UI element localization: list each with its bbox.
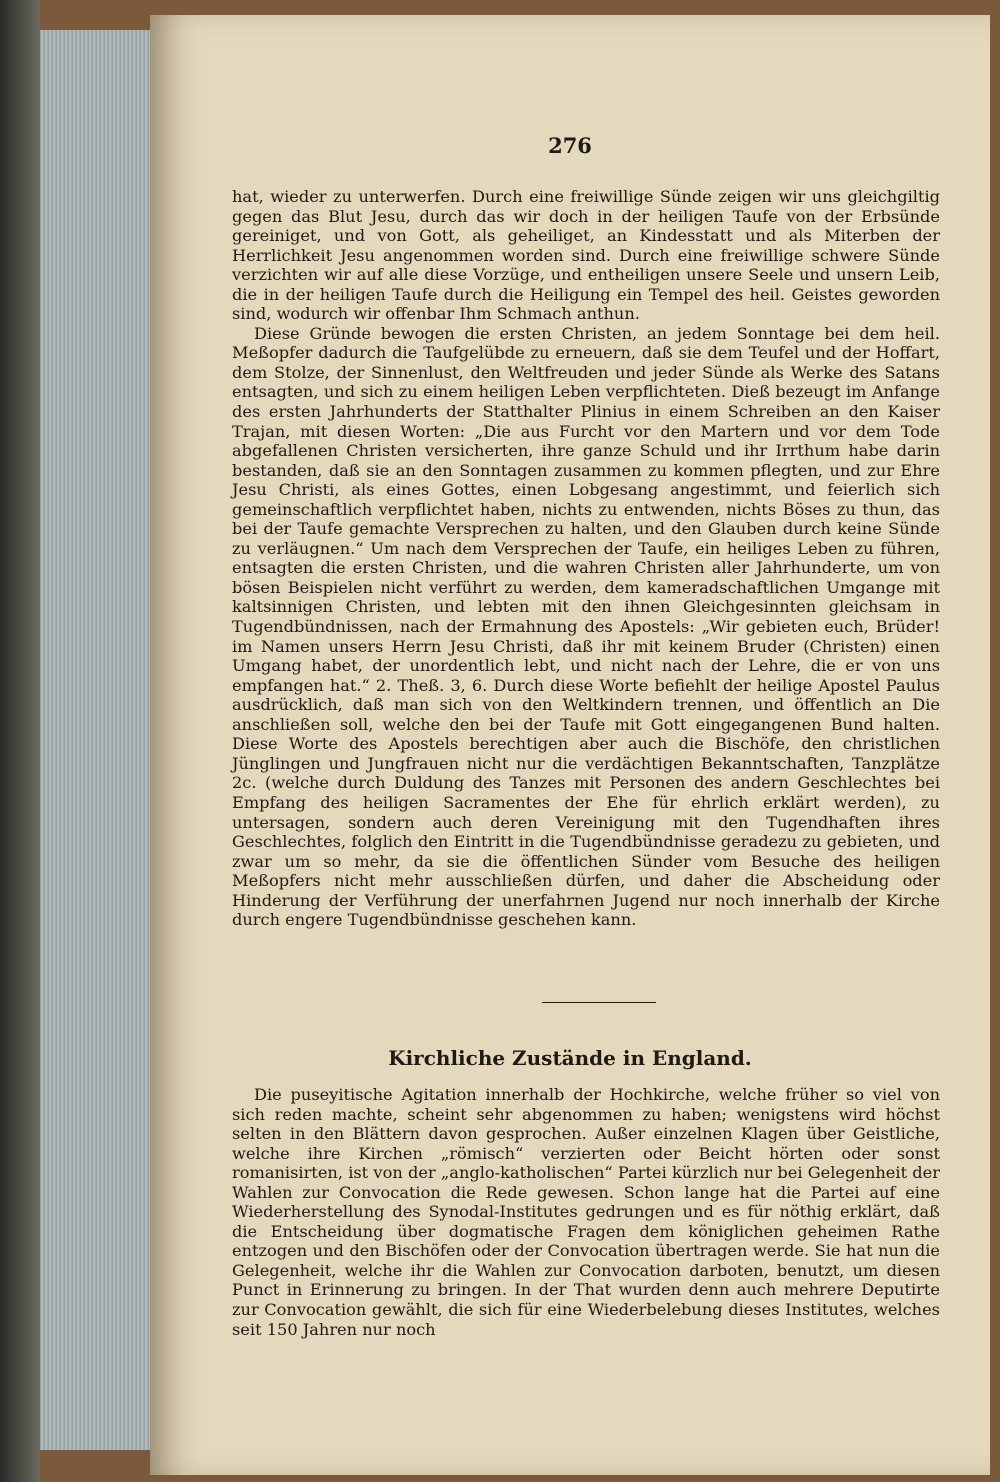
book-page: [150, 15, 990, 1475]
page-number: 276: [548, 133, 592, 158]
section-heading: Kirchliche Zustände in England.: [388, 1046, 752, 1070]
paragraph: hat, wieder zu unterwerfen. Durch eine freiwillige Sünde zeigen wir uns gleichgiltig gegen das Blut Jesu, durch das wir doch in der heiligen Taufe von der Erbsünde gereiniget, und von Gott, als geheiliget, an Kindesstatt und als Miterben der Herrlichkeit Jesu angenommen worden sind. Durch eine freiwillige schwere Sünde verzichten wir auf alle diese Vorzüge, und entheiligen unsere Seele und unsern Leib, die in der heiligen Taufe durch die Heiligung ein Tempel des heil. Geistes geworden sind, wodurch wir offenbar Ihm Schmach anthun.: [232, 187, 940, 324]
page-edges: [40, 30, 160, 1450]
section-text: [232, 1085, 940, 1339]
book-spine: [0, 0, 40, 1482]
paragraph: Die puseyitische Agitation innerhalb der Hochkirche, welche früher so viel von sich reden machte, scheint sehr abgenommen zu haben; wenigstens wird höchst selten in den Blättern davon gesprochen. Außer einzelnen Klagen über Geistliche, welche ihre Kirchen „römisch“ verzierten oder Beicht hörten oder sonst romanisirten, ist von der „anglo-katholischen“ Partei kürzlich nur bei Gelegenheit der Wahlen zur Convocation die Rede gewesen. Schon lange hat die Partei auf eine Wiederherstellung des Synodal-Institutes gedrungen und es für nöthig erklärt, daß die Entscheidung über dogmatische Fragen dem königlichen geheimen Rathe entzogen und den Bischöfen oder der Convocation übertragen werde. Sie hat nun die Gelegenheit, welche ihr die Wahlen zur Convocation darboten, benutzt, um diesen Punct in Erinnerung zu bringen. In der That wurden denn auch mehrere Deputirte zur Convocation gewählt, die sich für eine Wiederbelebung dieses Institutes, welches seit 150 Jahren nur noch: [232, 1085, 940, 1339]
paragraph: Diese Gründe bewogen die ersten Christen, an jedem Sonntage bei dem heil. Meßopfer dadurch die Taufgelübde zu erneuern, daß sie dem Teufel und der Hoffart, dem Stolze, der Sinnenlust, den Weltfreuden und jeder Sünde als Werke des Satans entsagten, und sich zu einem heiligen Leben verpflichteten. Dieß bezeugt im Anfange des ersten Jahrhunderts der Statthalter Plinius in einem Schreiben an den Kaiser Trajan, mit diesen Worten: „Die aus Furcht vor den Martern und vor dem Tode abgefallenen Christen versicherten, ihre ganze Schuld und ihr Irrthum habe darin bestanden, daß sie an den Sonntagen zusammen zu kommen pflegten, und zur Ehre Jesu Christi, als eines Gottes, einen Lobgesang angestimmt, und feierlich sich gemeinschaftlich verpflichtet haben, nichts zu entwenden, nichts Böses zu thun, das bei der Taufe gemachte Versprechen zu halten, und den Glauben durch keine Sünde zu verläugnen.“ Um nach dem Versprechen der Taufe, ein heiliges Leben zu führen, entsagten die ersten Christen, und die wahren Christen aller Jahrhunderte, um von bösen Beispielen nicht verführt zu werden, dem kameradschaftlichen Umgange mit kaltsinnigen Christen, und lebten mit den ihnen Gleichgesinnten gleichsam in Tugendbündnissen, nach der Ermahnung des Apostels: „Wir gebieten euch, Brüder! im Namen unsers Herrn Jesu Christi, daß ihr mit keinem Bruder (Christen) einen Umgang habet, der unordentlich lebt, und nicht nach der Lehre, die er von uns empfangen hat.“ 2. Theß. 3, 6. Durch diese Worte befiehlt der heilige Apostel Paulus ausdrücklich, daß man sich von den Weltkindern trennen, und öffentlich an Die anschließen soll, welche den bei der Taufe mit Gott eingegangenen Bund halten. Diese Worte des Apostels berechtigen aber auch die Bischöfe, den christlichen Jünglingen und Jungfrauen nicht nur die verdächtigen Bekanntschaften, Tanzplätze 2c. (welche durch Duldung des Tanzes mit Personen des andern Geschlechtes bei Empfang des heiligen Sacramentes der Ehe für ehrlich erklärt werden), zu untersagen, sondern auch deren Vereinigung mit den Tugendhaften ihres Geschlechtes, folglich den Eintritt in die Tugendbündnisse geradezu zu gebieten, und zwar um so mehr, da sie die öffentlichen Sünder vom Besuche des heiligen Meßopfers nicht mehr ausschließen dürfen, und daher die Abscheidung oder Hinderung der Verführung der unerfahrnen Jugend nur noch innerhalb der Kirche durch engere Tugendbündnisse geschehen kann.: [232, 323, 940, 930]
section-divider: [542, 1002, 656, 1003]
main-text: [232, 187, 940, 930]
